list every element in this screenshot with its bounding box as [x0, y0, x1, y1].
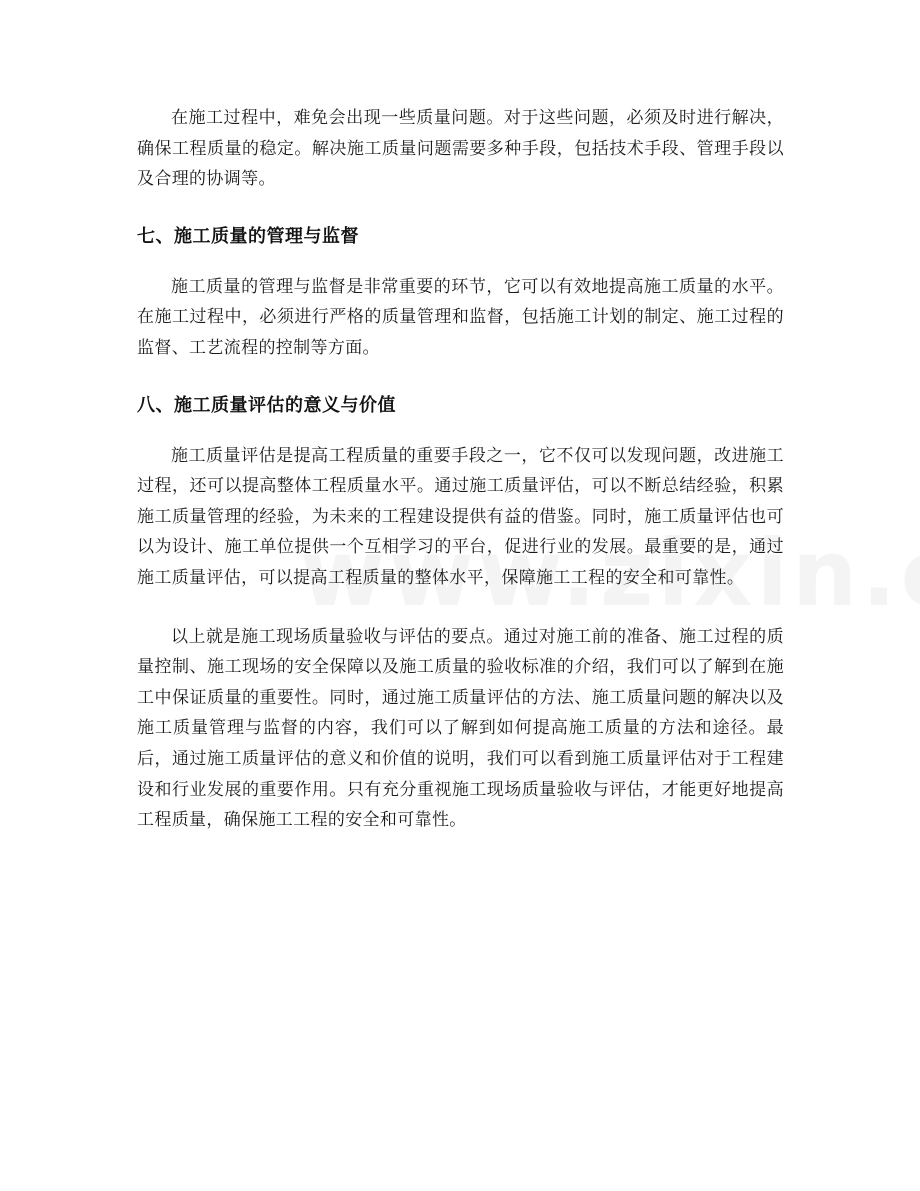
document-body — [137, 103, 784, 836]
section-heading-8: 八、施工质量评估的意义与价值 — [137, 394, 396, 416]
section-heading-7: 七、施工质量的管理与监督 — [137, 225, 359, 247]
paragraph-evaluation-value: 施工质量评估是提高工程质量的重要手段之一，它不仅可以发现问题，改进施工过程，还可以提高整体工程质量水平。通过施工质量评估，可以不断总结经验，积累施工质量管理的经验，为未来的工程建设提供有益的借鉴。同时，施工质量评估也可以为设计、施工单位提供一个互相学习的平台，促进行业的发展。最重要的是，通过施工质量评估，可以提高工程质量的整体水平，保障施工工程的安全和可靠性。 — [137, 445, 784, 588]
paragraph-management-supervision: 施工质量的管理与监督是非常重要的环节，它可以有效地提高施工质量的水平。在施工过程中，必须进行严格的质量管理和监督，包括施工计划的制定、施工过程的监督、工艺流程的控制等方面。 — [137, 276, 784, 358]
paragraph-quality-problems: 在施工过程中，难免会出现一些质量问题。对于这些问题，必须及时进行解决，确保工程质量的稳定。解决施工质量问题需要多种手段，包括技术手段、管理手段以及合理的协调等。 — [137, 108, 784, 190]
paragraph-summary: 以上就是施工现场质量验收与评估的要点。通过对施工前的准备、施工过程的质量控制、施工现场的安全保障以及施工质量的验收标准的介绍，我们可以了解到在施工中保证质量的重要性。同时，通过施工质量评估的方法、施工质量问题的解决以及施工质量管理与监督的内容，我们可以了解到如何提高施工质量的方法和途径。最后，通过施工质量评估的意义和价值的说明，我们可以看到施工质量评估对于工程建设和行业发展的重要作用。只有充分重视施工现场质量验收与评估，才能更好地提高工程质量，确保施工工程的安全和可靠性。 — [137, 626, 784, 831]
